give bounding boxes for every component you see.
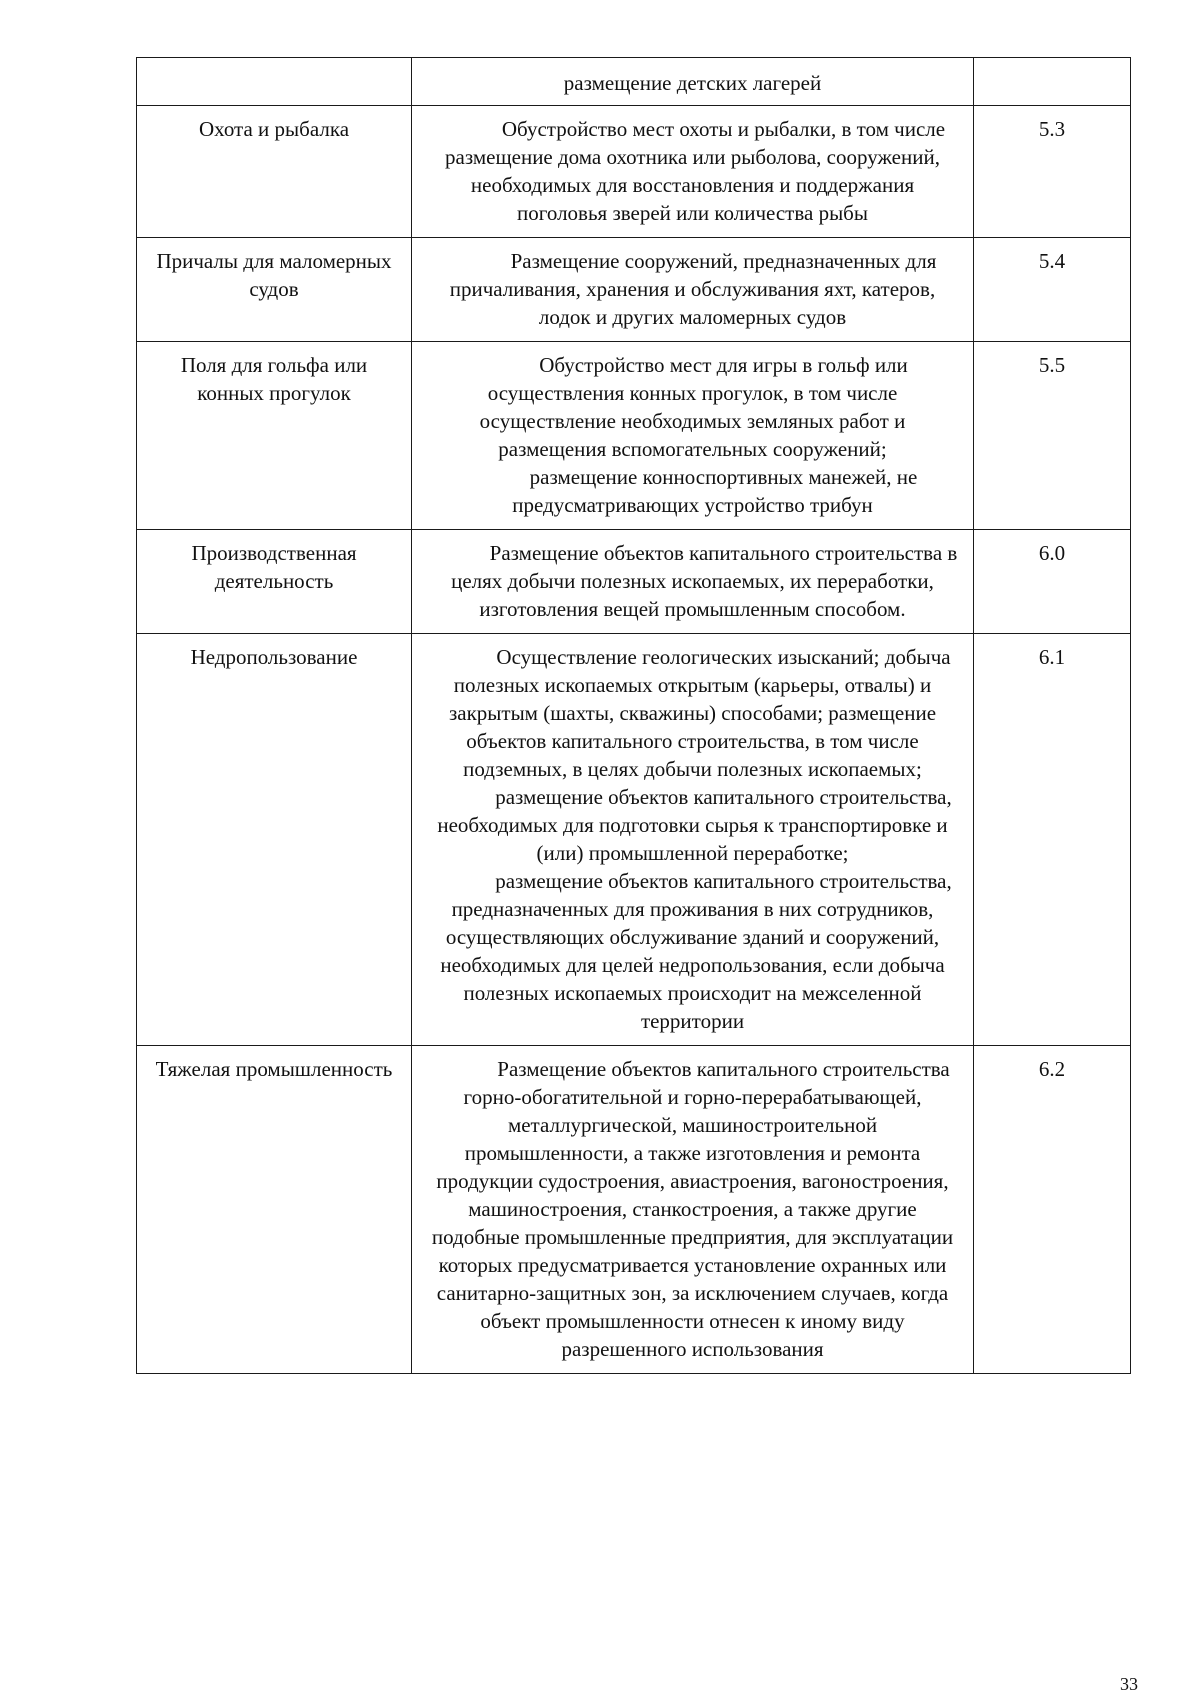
- use-description-paragraph: Размещение объектов капитального строительства в целях добычи полезных ископаемых, их переработки, изготовления вещей промышленным способом.: [451, 541, 958, 621]
- use-description-paragraph: размещение детских лагерей: [563, 71, 822, 95]
- table-row: [137, 1046, 1131, 1374]
- use-name: Причалы для маломерных судов: [156, 249, 392, 301]
- table-row: [137, 106, 1131, 238]
- use-code: 6.2: [1038, 1057, 1066, 1081]
- use-description-paragraph: Осуществление геологических изысканий; добыча полезных ископаемых открытым (карьеры, отвалы) и закрытым (шахты, скважины) способами; размещение объектов капитального строительства, в том числе подземных, в целях добычи полезных ископаемых;: [448, 645, 951, 781]
- table-row: [137, 342, 1131, 530]
- use-code: 5.3: [1038, 117, 1066, 141]
- use-description-cell: [412, 1046, 974, 1374]
- use-name: Поля для гольфа или конных прогулок: [180, 353, 368, 405]
- use-name: Производственная деятельность: [191, 541, 357, 593]
- use-name-cell: [137, 238, 412, 342]
- use-name-cell: [137, 106, 412, 238]
- use-description-paragraph: размещение конноспортивных манежей, не предусматривающих устройство трибун: [512, 465, 918, 517]
- use-description-cell: [412, 530, 974, 634]
- use-code-cell: [974, 530, 1131, 634]
- use-code: 6.1: [1038, 645, 1066, 669]
- use-code-cell: [974, 342, 1131, 530]
- use-name-cell: [137, 1046, 412, 1374]
- land-use-table: [136, 57, 1131, 1374]
- table-row: [137, 634, 1131, 1046]
- table-body: [137, 58, 1131, 1374]
- use-code-cell: [974, 238, 1131, 342]
- table-row: [137, 238, 1131, 342]
- use-description-paragraph: Размещение сооружений, предназначенных для причаливания, хранения и обслуживания яхт, катеров, лодок и других маломерных судов: [449, 249, 937, 329]
- use-name: Недропользование: [190, 645, 358, 669]
- use-code: 5.5: [1038, 353, 1066, 377]
- use-description-paragraph: размещение объектов капитального строительства, необходимых для подготовки сырья к транспортировке и (или) промышленной переработке;: [437, 785, 952, 865]
- use-code-cell: [974, 58, 1131, 106]
- use-name-cell: [137, 342, 412, 530]
- table-row: [137, 530, 1131, 634]
- use-description-paragraph: Обустройство мест для игры в гольф или осуществления конных прогулок, в том числе осуществление необходимых земляных работ и размещения вспомогательных сооружений;: [479, 353, 908, 461]
- use-code: 6.0: [1038, 541, 1066, 565]
- use-code: 5.4: [1038, 249, 1066, 273]
- use-name-cell: [137, 634, 412, 1046]
- use-description-paragraph: размещение объектов капитального строительства, предназначенных для проживания в них сотрудников, осуществляющих обслуживание зданий и сооружений, необходимых для целей недропользования, если добыча полезных ископаемых происходит на межселенной территории: [440, 869, 952, 1033]
- page-number: 33: [1120, 1674, 1138, 1694]
- use-description-cell: [412, 238, 974, 342]
- use-description-cell: [412, 58, 974, 106]
- use-description-paragraph: Размещение объектов капитального строительства горно-обогатительной и горно-перерабатывающей, металлургической, машиностроительной промышленности, а также изготовления и ремонта продукции судостроения, авиастроения, вагоностроения, машиностроения, станкостроения, а также другие подобные промышленные предприятия, для эксплуатации которых предусматривается установление охранных или санитарно-защитных зон, за исключением случаев, когда объект промышленности отнесен к иному виду разрешенного использования: [431, 1057, 954, 1361]
- use-name-cell: [137, 530, 412, 634]
- use-name-cell: [137, 58, 412, 106]
- table-row: [137, 58, 1131, 106]
- use-code-cell: [974, 634, 1131, 1046]
- use-code-cell: [974, 106, 1131, 238]
- use-description-paragraph: Обустройство мест охоты и рыбалки, в том числе размещение дома охотника или рыболова, сооружений, необходимых для восстановления и поддержания поголовья зверей или количества рыбы: [445, 117, 946, 225]
- use-code-cell: [974, 1046, 1131, 1374]
- use-description-cell: [412, 342, 974, 530]
- use-description-cell: [412, 106, 974, 238]
- use-description-cell: [412, 634, 974, 1046]
- use-name: Тяжелая промышленность: [155, 1057, 393, 1081]
- use-name: Охота и рыбалка: [198, 117, 350, 141]
